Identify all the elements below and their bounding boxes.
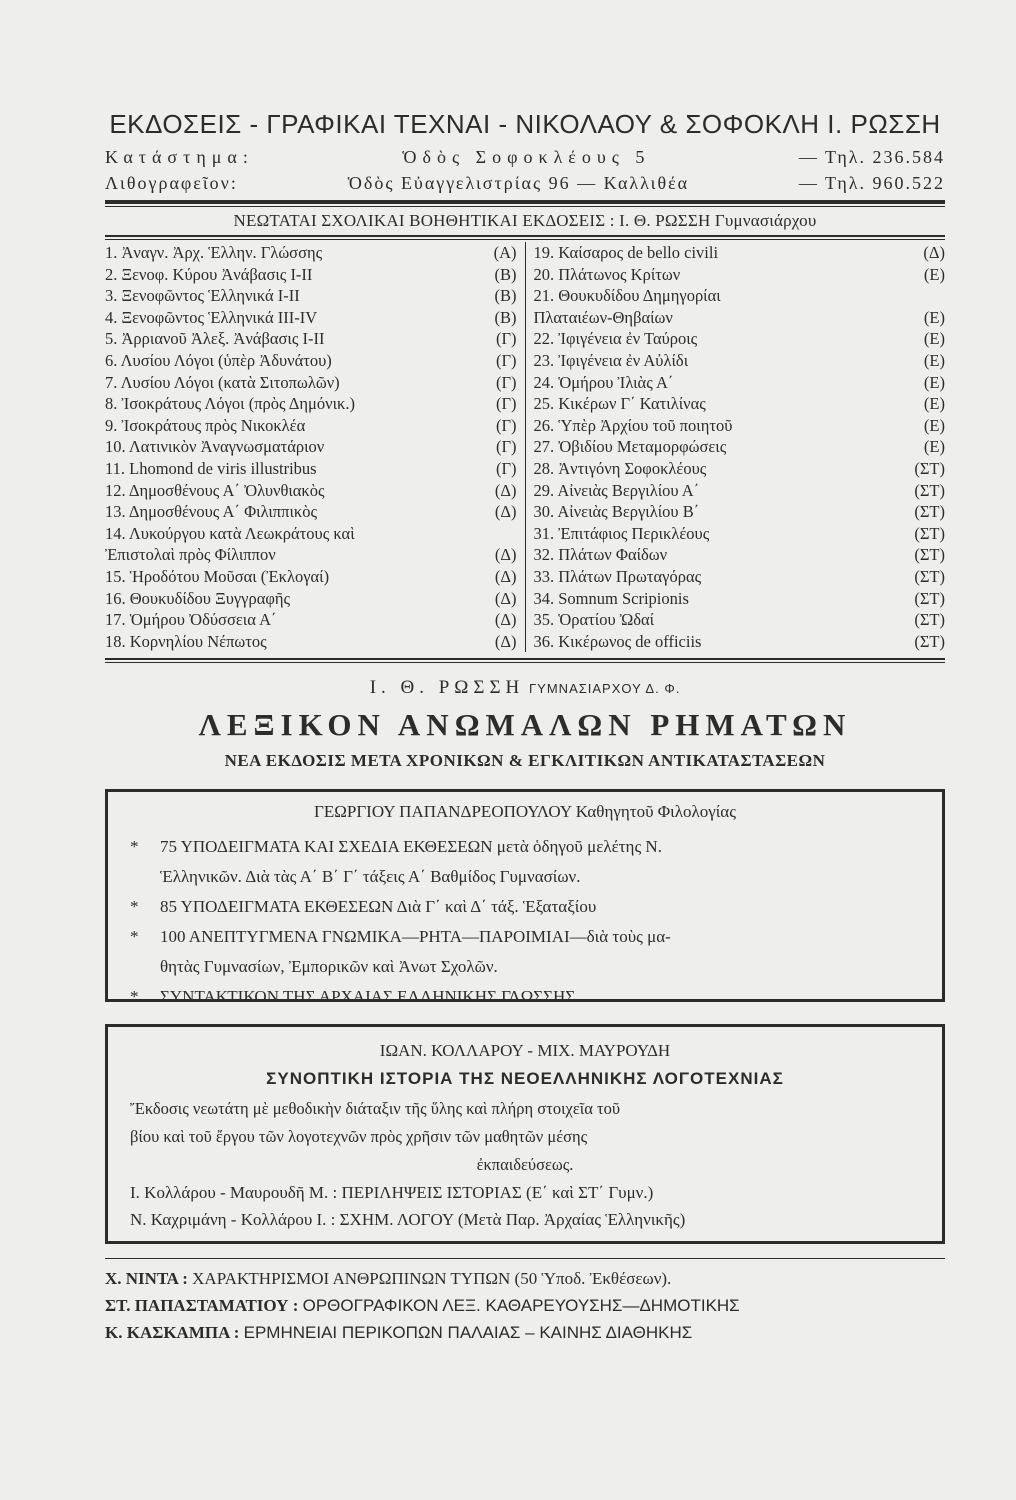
book-list-item xyxy=(105,415,517,437)
footer-author: Κ. ΚΑΣΚΑΜΠΑ : xyxy=(105,1323,240,1343)
book-list-item xyxy=(534,415,946,437)
list-item xyxy=(130,832,920,862)
list-item xyxy=(130,982,920,1012)
grade-label: (Γ) xyxy=(495,329,517,349)
book-title: 9. Ἰσοκράτους πρὸς Νικοκλέα xyxy=(105,415,306,435)
book-title: 6. Λυσίου Λόγοι (ὑπὲρ Ἀδυνάτου) xyxy=(105,350,332,370)
book-list-item xyxy=(105,588,517,610)
lexicon-author-name: Ι. Θ. ΡΩΣΣΗ xyxy=(369,677,525,699)
grade-label: (Δ) xyxy=(494,631,517,651)
book-list-item xyxy=(105,544,517,566)
grade-label: (ΣΤ) xyxy=(914,566,945,586)
book-title: 28. Ἀντιγόνη Σοφοκλέους xyxy=(533,458,707,478)
book-title: 32. Πλάτων Φαίδων xyxy=(533,545,668,565)
grade-label: (ΣΤ) xyxy=(914,631,945,651)
box2-title: ΣΥΝΟΠΤΙΚΗ ΙΣΤΟΡΙΑ ΤΗΣ ΝΕΟΕΛΛΗΝΙΚΗΣ ΛΟΓΟΤΕΧΝΙΑΣ xyxy=(266,1069,784,1089)
box2-reference: Ν. Καχριμάνη - Κολλάρου Ι. : ΣΧΗΜ. ΛΟΓΟΥ (Μετὰ Παρ. Ἀρχαίας Ἑλληνικῆς) xyxy=(130,1210,686,1230)
footer-title: ΟΡΘΟΓΡΑΦΙΚΟΝ ΛΕΞ. ΚΑΘΑΡΕΥΟΥΣΗΣ—ΔΗΜΟΤΙΚΗΣ xyxy=(302,1296,740,1316)
divider xyxy=(105,206,945,207)
book-title: 30. Αἰνειὰς Βεργιλίου Β΄ xyxy=(533,502,700,522)
book-title: 35. Ὁρατίου Ὠδαί xyxy=(533,610,655,630)
divider xyxy=(105,658,945,663)
book-list-item xyxy=(534,307,946,329)
grade-label: (Δ) xyxy=(494,502,517,522)
grade-label: (ΣΤ) xyxy=(914,588,945,608)
box2-description-line: βίου καὶ τοῦ ἔργου τῶν λογοτεχνῶν πρὸς χρῆσιν τῶν μαθητῶν μέσης xyxy=(130,1127,588,1147)
footer-author: ΣΤ. ΠΑΠΑΣΤΑΜΑΤΙΟΥ : xyxy=(105,1296,299,1316)
lexicon-author-title: ΓΥΜΝΑΣΙΑΡΧΟΥ Δ. Φ. xyxy=(529,681,681,697)
book-title: 24. Ὁμήρου Ἰλιὰς Α΄ xyxy=(533,372,674,392)
list-item-text: ΣΥΝΤΑΚΤΙΚΟΝ ΤΗΣ ΑΡΧΑΙΑΣ ΕΛΛΗΝΙΚΗΣ ΓΛΩΣΣΗΣ xyxy=(160,987,576,1007)
box2-description-line: Ἔκδοσις νεωτάτη μὲ μεθοδικὴν διάταξιν τῆς ὕλης καὶ πλήρη στοιχεῖα τοῦ xyxy=(130,1099,621,1119)
book-title: 12. Δημοσθένους Α΄ Ὀλυνθιακὸς xyxy=(105,480,325,500)
book-list-item xyxy=(105,458,517,480)
book-title: 8. Ἰσοκράτους Λόγοι (πρὸς Δημόνικ.) xyxy=(105,394,355,414)
book-title: 1. Ἀναγν. Ἀρχ. Ἑλλην. Γλώσσης xyxy=(105,243,323,262)
book-list-item xyxy=(534,436,946,458)
grade-label: (Δ) xyxy=(494,566,517,586)
book-title: 36. Κικέρωνος de officiis xyxy=(533,631,702,651)
book-list-item xyxy=(105,480,517,502)
book-list-item xyxy=(534,501,946,523)
grade-label: (Γ) xyxy=(495,415,517,435)
asterisk-icon: * xyxy=(130,927,139,947)
grade-label: (Δ) xyxy=(494,480,517,500)
book-list-item xyxy=(105,501,517,523)
asterisk-icon: * xyxy=(130,837,139,857)
grade-label: (ΣΤ) xyxy=(914,523,945,543)
footer-title: ΕΡΜΗΝΕΙΑΙ ΠΕΡΙΚΟΠΩΝ ΠΑΛΑΙΑΣ – ΚΑΙΝΗΣ ΔΙΑΘΗΚΗΣ xyxy=(243,1323,693,1343)
book-list-item xyxy=(534,588,946,610)
book-list-item xyxy=(534,264,946,286)
lexicon-author xyxy=(105,677,945,699)
publisher-name: ΕΚΔΟΣΕΙΣ - ΓΡΑΦΙΚΑΙ ΤΕΧΝΑΙ - ΝΙΚΟΛΑΟΥ & ΣΟΦΟΚΛΗ Ι. ΡΩΣΣΗ xyxy=(109,109,941,139)
shop-phone: — Τηλ. 236.584 xyxy=(798,146,945,167)
lexicon-subtitle: ΝΕΑ ΕΚΔΟΣΙΣ ΜΕΤΑ ΧΡΟΝΙΚΩΝ & ΕΓΚΛΙΤΙΚΩΝ ΑΝΤΙΚΑΤΑΣΤΑΣΕΩΝ xyxy=(224,751,826,771)
litho-street: Ὁδὸς Εὐαγγελιστρίας 96 — Καλλιθέα xyxy=(347,172,690,193)
grade-label: (Β) xyxy=(494,286,517,306)
book-list-right xyxy=(526,242,946,652)
grade-label: (ΣΤ) xyxy=(914,480,945,500)
book-title: 25. Κικέρων Γ΄ Κατιλίνας xyxy=(533,394,706,414)
book-list-item xyxy=(105,523,517,545)
book-list-item xyxy=(534,566,946,588)
book-list-item xyxy=(534,458,946,480)
grade-label: (ΣΤ) xyxy=(914,545,945,565)
book-title: 21. Θουκυδίδου Δημηγορίαι xyxy=(533,286,721,306)
grade-label: (Ε) xyxy=(923,437,945,457)
book-title: 29. Αἰνειὰς Βεργιλίου Α΄ xyxy=(533,480,700,500)
list-item-text: 75 ΥΠΟΔΕΙΓΜΑΤΑ ΚΑΙ ΣΧΕΔΙΑ ΕΚΘΕΣΕΩΝ μετὰ ὁδηγοῦ μελέτης Ν. xyxy=(160,837,662,857)
list-item-text: 85 ΥΠΟΔΕΙΓΜΑΤΑ ΕΚΘΕΣΕΩΝ Διὰ Γ΄ καὶ Δ΄ τάξ. Ἑξαταξίου xyxy=(160,897,597,917)
grade-label: (ΣΤ) xyxy=(914,610,945,630)
book-title: 26. Ὑπὲρ Ἀρχίου τοῦ ποιητοῦ xyxy=(533,415,733,435)
box2-heading: ΙΩΑΝ. ΚΟΛΛΑΡΟΥ - ΜΙΧ. ΜΑΥΡΟΥΔΗ xyxy=(379,1041,671,1061)
grade-label: (Δ) xyxy=(494,610,517,630)
book-list-item xyxy=(534,609,946,631)
kollarou-box xyxy=(105,1024,945,1244)
grade-label: (Ε) xyxy=(923,307,945,327)
catalog-page xyxy=(105,95,945,1346)
grade-label: (Ε) xyxy=(923,329,945,349)
book-list-item xyxy=(534,523,946,545)
grade-label: (Ε) xyxy=(923,264,945,284)
asterisk-icon: * xyxy=(130,897,139,917)
grade-label: (Γ) xyxy=(495,350,517,370)
shop-street: Ὁδὸς Σοφοκλέους 5 xyxy=(402,146,651,167)
book-list-item xyxy=(105,328,517,350)
book-title: 18. Κορνηλίου Νέπωτος xyxy=(105,631,267,651)
grade-label: (ΣΤ) xyxy=(914,502,945,522)
list-item-text: 100 ΑΝΕΠΤΥΓΜΕΝΑ ΓΝΩΜΙΚΑ—ΡΗΤΑ—ΠΑΡΟΙΜΙΑΙ—διὰ τοὺς μα- xyxy=(160,927,671,947)
book-list-item xyxy=(534,631,946,653)
grade-label: (Ε) xyxy=(923,350,945,370)
grade-label: (ΣΤ) xyxy=(914,458,945,478)
divider xyxy=(105,200,945,204)
grade-label: (Β) xyxy=(494,264,517,284)
book-title: 33. Πλάτων Πρωταγόρας xyxy=(533,566,702,586)
papandreopoulos-box xyxy=(105,789,945,1007)
book-title: Πλαταιέων-Θηβαίων xyxy=(533,307,673,327)
book-list xyxy=(105,242,945,652)
book-title: 5. Ἀρριανοῦ Ἀλεξ. Ἀνάβασις I-II xyxy=(105,329,325,349)
book-list-item xyxy=(105,393,517,415)
shop-label: Κατάστημα: xyxy=(105,146,254,167)
shop-address xyxy=(105,144,945,170)
grade-label: (Β) xyxy=(494,307,517,327)
lexicon-title: ΛΕΞΙΚΟΝ ΑΝΩΜΑΛΩΝ ΡΗΜΑΤΩΝ xyxy=(198,707,852,743)
grade-label: (Γ) xyxy=(495,437,517,457)
book-list-item xyxy=(534,285,946,307)
list-item xyxy=(130,892,920,922)
book-list-item xyxy=(105,609,517,631)
book-title: 27. Ὀβιδίου Μεταμορφώσεις xyxy=(533,437,727,457)
grade-label: (Α) xyxy=(493,243,517,262)
book-title: 7. Λυσίου Λόγοι (κατὰ Σιτοπωλῶν) xyxy=(105,372,340,392)
list-item-continuation: Ἑλληνικῶν. Διὰ τὰς Α΄ Β΄ Γ΄ τάξεις Α΄ Βαθμίδος Γυμνασίων. xyxy=(160,867,581,887)
book-title: 17. Ὁμήρου Ὀδύσσεια Α΄ xyxy=(105,610,277,630)
book-list-item xyxy=(534,480,946,502)
book-list-item xyxy=(105,242,517,264)
grade-label: (Γ) xyxy=(495,394,517,414)
book-title: 34. Somnum Scripionis xyxy=(533,588,689,608)
book-list-item xyxy=(534,242,946,264)
book-title: 2. Ξενοφ. Κύρου Ἀνάβασις I-II xyxy=(105,264,313,284)
grade-label: (Γ) xyxy=(495,372,517,392)
book-list-item xyxy=(105,631,517,653)
book-title: 23. Ἰφιγένεια ἐν Αὐλίδι xyxy=(533,350,689,370)
grade-label: (Ε) xyxy=(923,415,945,435)
book-title: 4. Ξενοφῶντος Ἑλληνικά III-IV xyxy=(105,307,318,327)
book-list-item xyxy=(105,436,517,458)
book-list-item xyxy=(105,285,517,307)
book-list-item xyxy=(105,350,517,372)
book-title: 11. Lhomond de viris illustribus xyxy=(105,458,317,478)
book-list-item xyxy=(105,372,517,394)
school-list-heading: ΝΕΩΤΑΤΑΙ ΣΧΟΛΙΚΑΙ ΒΟΗΘΗΤΙΚΑΙ ΕΚΔΟΣΕΙΣ : Ι. Θ. ΡΩΣΣΗ Γυμνασιάρχου xyxy=(233,211,817,230)
book-title: 20. Πλάτωνος Κρίτων xyxy=(533,264,681,284)
footer-line xyxy=(105,1319,945,1346)
book-title: 14. Λυκούργου κατὰ Λεωκράτους καὶ xyxy=(105,523,355,543)
footer-author: Χ. ΝΙΝΤΑ : xyxy=(105,1269,188,1289)
book-title: Ἐπιστολαὶ πρὸς Φίλιππον xyxy=(105,545,276,565)
book-title: 10. Λατινικὸν Ἀναγνωσματάριον xyxy=(105,437,325,457)
grade-label: (Ε) xyxy=(923,372,945,392)
grade-label: (Δ) xyxy=(923,243,945,262)
book-title: 3. Ξενοφῶντος Ἑλληνικά I-II xyxy=(105,286,300,306)
asterisk-icon: * xyxy=(130,987,139,1007)
divider xyxy=(105,235,945,240)
litho-label: Λιθογραφεῖον: xyxy=(105,172,238,193)
footer-line xyxy=(105,1265,945,1292)
grade-label: (Ε) xyxy=(923,394,945,414)
book-title: 31. Ἐπιτάφιος Περικλέους xyxy=(533,523,710,543)
box2-description-line: ἐκπαιδεύσεως. xyxy=(476,1155,574,1175)
book-list-item xyxy=(105,264,517,286)
grade-label xyxy=(483,523,517,545)
book-title: 16. Θουκυδίδου Ξυγγραφῆς xyxy=(105,588,291,608)
book-list-item xyxy=(105,307,517,329)
litho-address xyxy=(105,170,945,196)
grade-label xyxy=(911,285,945,307)
book-title: 13. Δημοσθένους Α΄ Φιλιππικὸς xyxy=(105,502,318,522)
book-list-item xyxy=(534,328,946,350)
footer-list xyxy=(105,1258,945,1346)
box1-heading: ΓΕΩΡΓΙΟΥ ΠΑΠΑΝΔΡΕΟΠΟΥΛΟΥ Καθηγητοῦ Φιλολογίας xyxy=(314,802,736,822)
book-title: 22. Ἰφιγένεια ἐν Ταύροις xyxy=(533,329,698,349)
footer-line xyxy=(105,1292,945,1319)
box2-reference: Ι. Κολλάρου - Μαυρουδῆ Μ. : ΠΕΡΙΛΗΨΕΙΣ ΙΣΤΟΡΙΑΣ (Ε΄ καὶ ΣΤ΄ Γυμν.) xyxy=(130,1183,654,1203)
book-list-left xyxy=(105,242,526,652)
book-list-item xyxy=(105,566,517,588)
book-title: 19. Καίσαρος de bello civili xyxy=(533,243,719,262)
book-list-item xyxy=(534,372,946,394)
footer-title: ΧΑΡΑΚΤΗΡΙΣΜΟΙ ΑΝΘΡΩΠΙΝΩΝ ΤΥΠΩΝ (50 Ὑποδ. Ἐκθέσεων). xyxy=(192,1269,672,1289)
book-list-item xyxy=(534,393,946,415)
list-item xyxy=(130,922,920,952)
litho-phone: — Τηλ. 960.522 xyxy=(798,172,945,193)
grade-label: (Γ) xyxy=(495,458,517,478)
list-item-continuation: θητὰς Γυμνασίων, Ἐμπορικῶν καὶ Ἀνωτ Σχολῶν. xyxy=(160,957,498,977)
book-title: 15. Ἡροδότου Μοῦσαι (Ἐκλογαί) xyxy=(105,566,330,586)
book-list-item xyxy=(534,544,946,566)
grade-label: (Δ) xyxy=(494,545,517,565)
book-list-item xyxy=(534,350,946,372)
grade-label: (Δ) xyxy=(494,588,517,608)
